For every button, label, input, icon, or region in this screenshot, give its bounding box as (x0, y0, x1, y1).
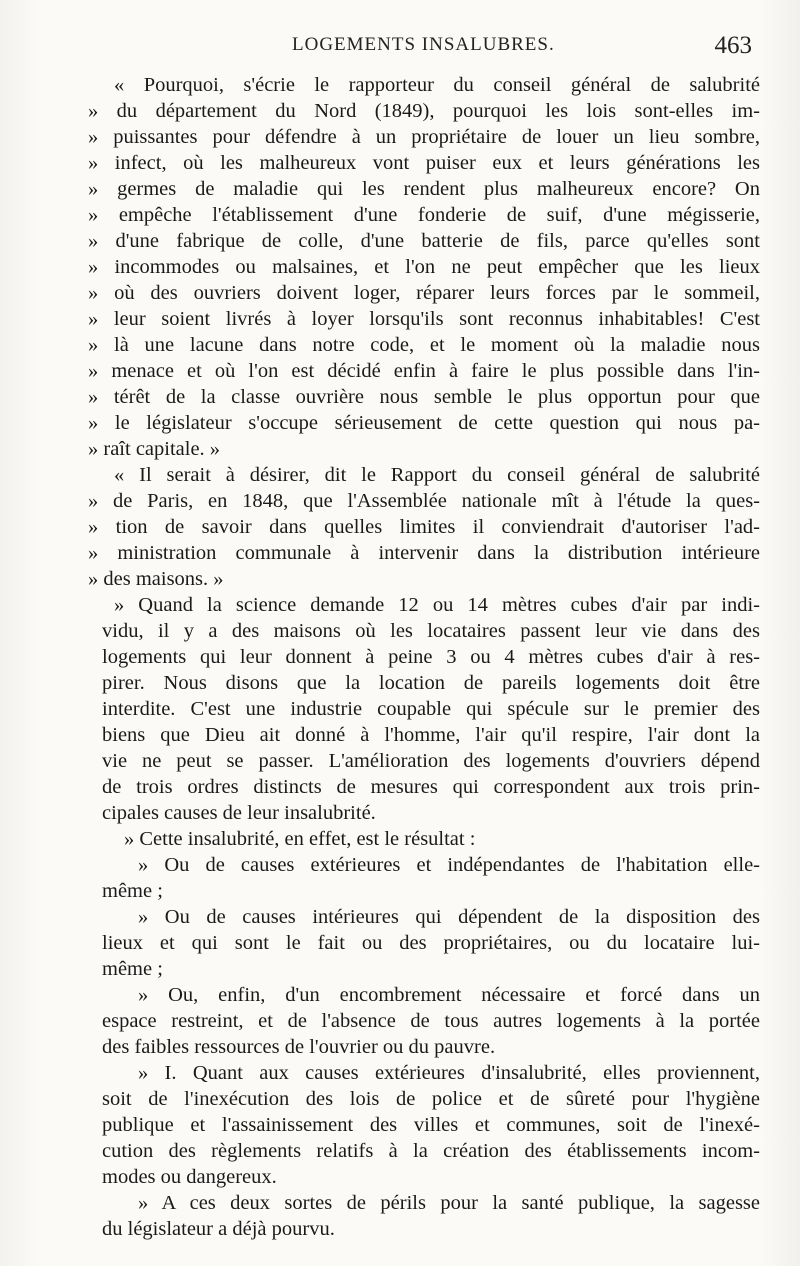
page-number: 463 (714, 32, 752, 59)
text-line: du législateur a déjà pourvu. (102, 1218, 335, 1240)
text-line: » I. Quant aux causes extérieures d'insalubrité, elles proviennent, (138, 1062, 760, 1084)
text-line: même ; (102, 880, 163, 902)
text-line: » Ou, enfin, d'un encombrement nécessaire et forcé dans un (138, 984, 760, 1006)
text-line: interdite. C'est une industrie coupable qui spécule sur le premier des (102, 698, 760, 720)
text-line: » d'une fabrique de colle, d'une batterie de fils, parce qu'elles sont (88, 230, 760, 252)
text-line: » Cette insalubrité, en effet, est le résultat : (124, 828, 476, 850)
text-line: soit de l'inexécution des lois de police et de sûreté pour l'hygiène (102, 1088, 760, 1110)
text-line: » des maisons. » (88, 568, 224, 590)
text-line: même ; (102, 958, 163, 980)
text-line: » A ces deux sortes de périls pour la santé publique, la sagesse (138, 1192, 760, 1214)
text-line: cution des règlements relatifs à la création des établissements incom- (102, 1140, 760, 1162)
text-line: » où des ouvriers doivent loger, réparer leurs forces par le sommeil, (88, 282, 760, 304)
text-line: » infect, où les malheureux vont puiser eux et leurs générations les (88, 152, 760, 174)
text-line: de trois ordres distincts de mesures qui correspondent aux trois prin- (102, 776, 760, 798)
text-line: » raît capitale. » (88, 438, 221, 460)
text-line: » empêche l'établissement d'une fonderie de suif, d'une mégisserie, (88, 204, 760, 226)
body-text (88, 72, 760, 1242)
text-line: biens que Dieu ait donné à l'homme, l'air qu'il respire, l'air dont la (102, 724, 760, 746)
text-line: publique et l'assainissement des villes et communes, soit de l'inexé- (102, 1114, 760, 1136)
text-line: cipales causes de leur insalubrité. (102, 802, 376, 824)
text-line: des faibles ressources de l'ouvrier ou du pauvre. (102, 1036, 496, 1058)
text-line: » menace et où l'on est décidé enfin à faire le plus possible dans l'in- (88, 360, 760, 382)
text-line: pirer. Nous disons que la location de pareils logements doit être (102, 672, 760, 694)
text-line: » tion de savoir dans quelles limites il conviendrait d'autoriser l'ad- (88, 516, 760, 538)
text-line: » puissantes pour défendre à un propriétaire de louer un lieu sombre, (88, 126, 760, 148)
text-line: logements qui leur donnent à peine 3 ou 4 mètres cubes d'air à res- (102, 646, 760, 668)
text-line: « Il serait à désirer, dit le Rapport du conseil général de salubrité (114, 464, 760, 486)
text-line: vie ne peut se passer. L'amélioration des logements d'ouvriers dépend (102, 750, 760, 772)
text-line: vidu, il y a des maisons où les locataires passent leur vie dans des (102, 620, 760, 642)
text-line: » leur soient livrés à loyer lorsqu'ils sont reconnus inhabitables! C'est (88, 308, 760, 330)
text-line: » germes de maladie qui les rendent plus malheureux encore? On (88, 178, 760, 200)
text-line: modes ou dangereux. (102, 1166, 277, 1188)
text-line: » Quand la science demande 12 ou 14 mètres cubes d'air par indi- (114, 594, 760, 616)
text-line: » ministration communale à intervenir dans la distribution intérieure (88, 542, 760, 564)
text-line: » Ou de causes intérieures qui dépendent de la disposition des (138, 906, 760, 928)
running-title: LOGEMENTS INSALUBRES. (292, 34, 555, 55)
running-head (0, 32, 800, 62)
text-line: » térêt de la classe ouvrière nous semble le plus opportun pour que (88, 386, 760, 408)
text-line: lieux et qui sont le fait ou des propriétaires, ou du locataire lui- (102, 932, 760, 954)
text-line: » incommodes ou malsaines, et l'on ne peut empêcher que les lieux (88, 256, 760, 278)
text-line: « Pourquoi, s'écrie le rapporteur du conseil général de salubrité (114, 74, 760, 96)
text-line: » du département du Nord (1849), pourquoi les lois sont-elles im- (88, 100, 760, 122)
text-line: » le législateur s'occupe sérieusement de cette question qui nous pa- (88, 412, 760, 434)
emphasis-line: » Ou de causes extérieures et indépendantes de l'habitation elle- (138, 854, 760, 876)
text-line (88, 852, 760, 878)
text-line: » là une lacune dans notre code, et le moment où la maladie nous (88, 334, 760, 356)
text-line: espace restreint, et de l'absence de tous autres logements à la portée (102, 1010, 760, 1032)
text-line: » de Paris, en 1848, que l'Assemblée nationale mît à l'étude la ques- (88, 490, 760, 512)
